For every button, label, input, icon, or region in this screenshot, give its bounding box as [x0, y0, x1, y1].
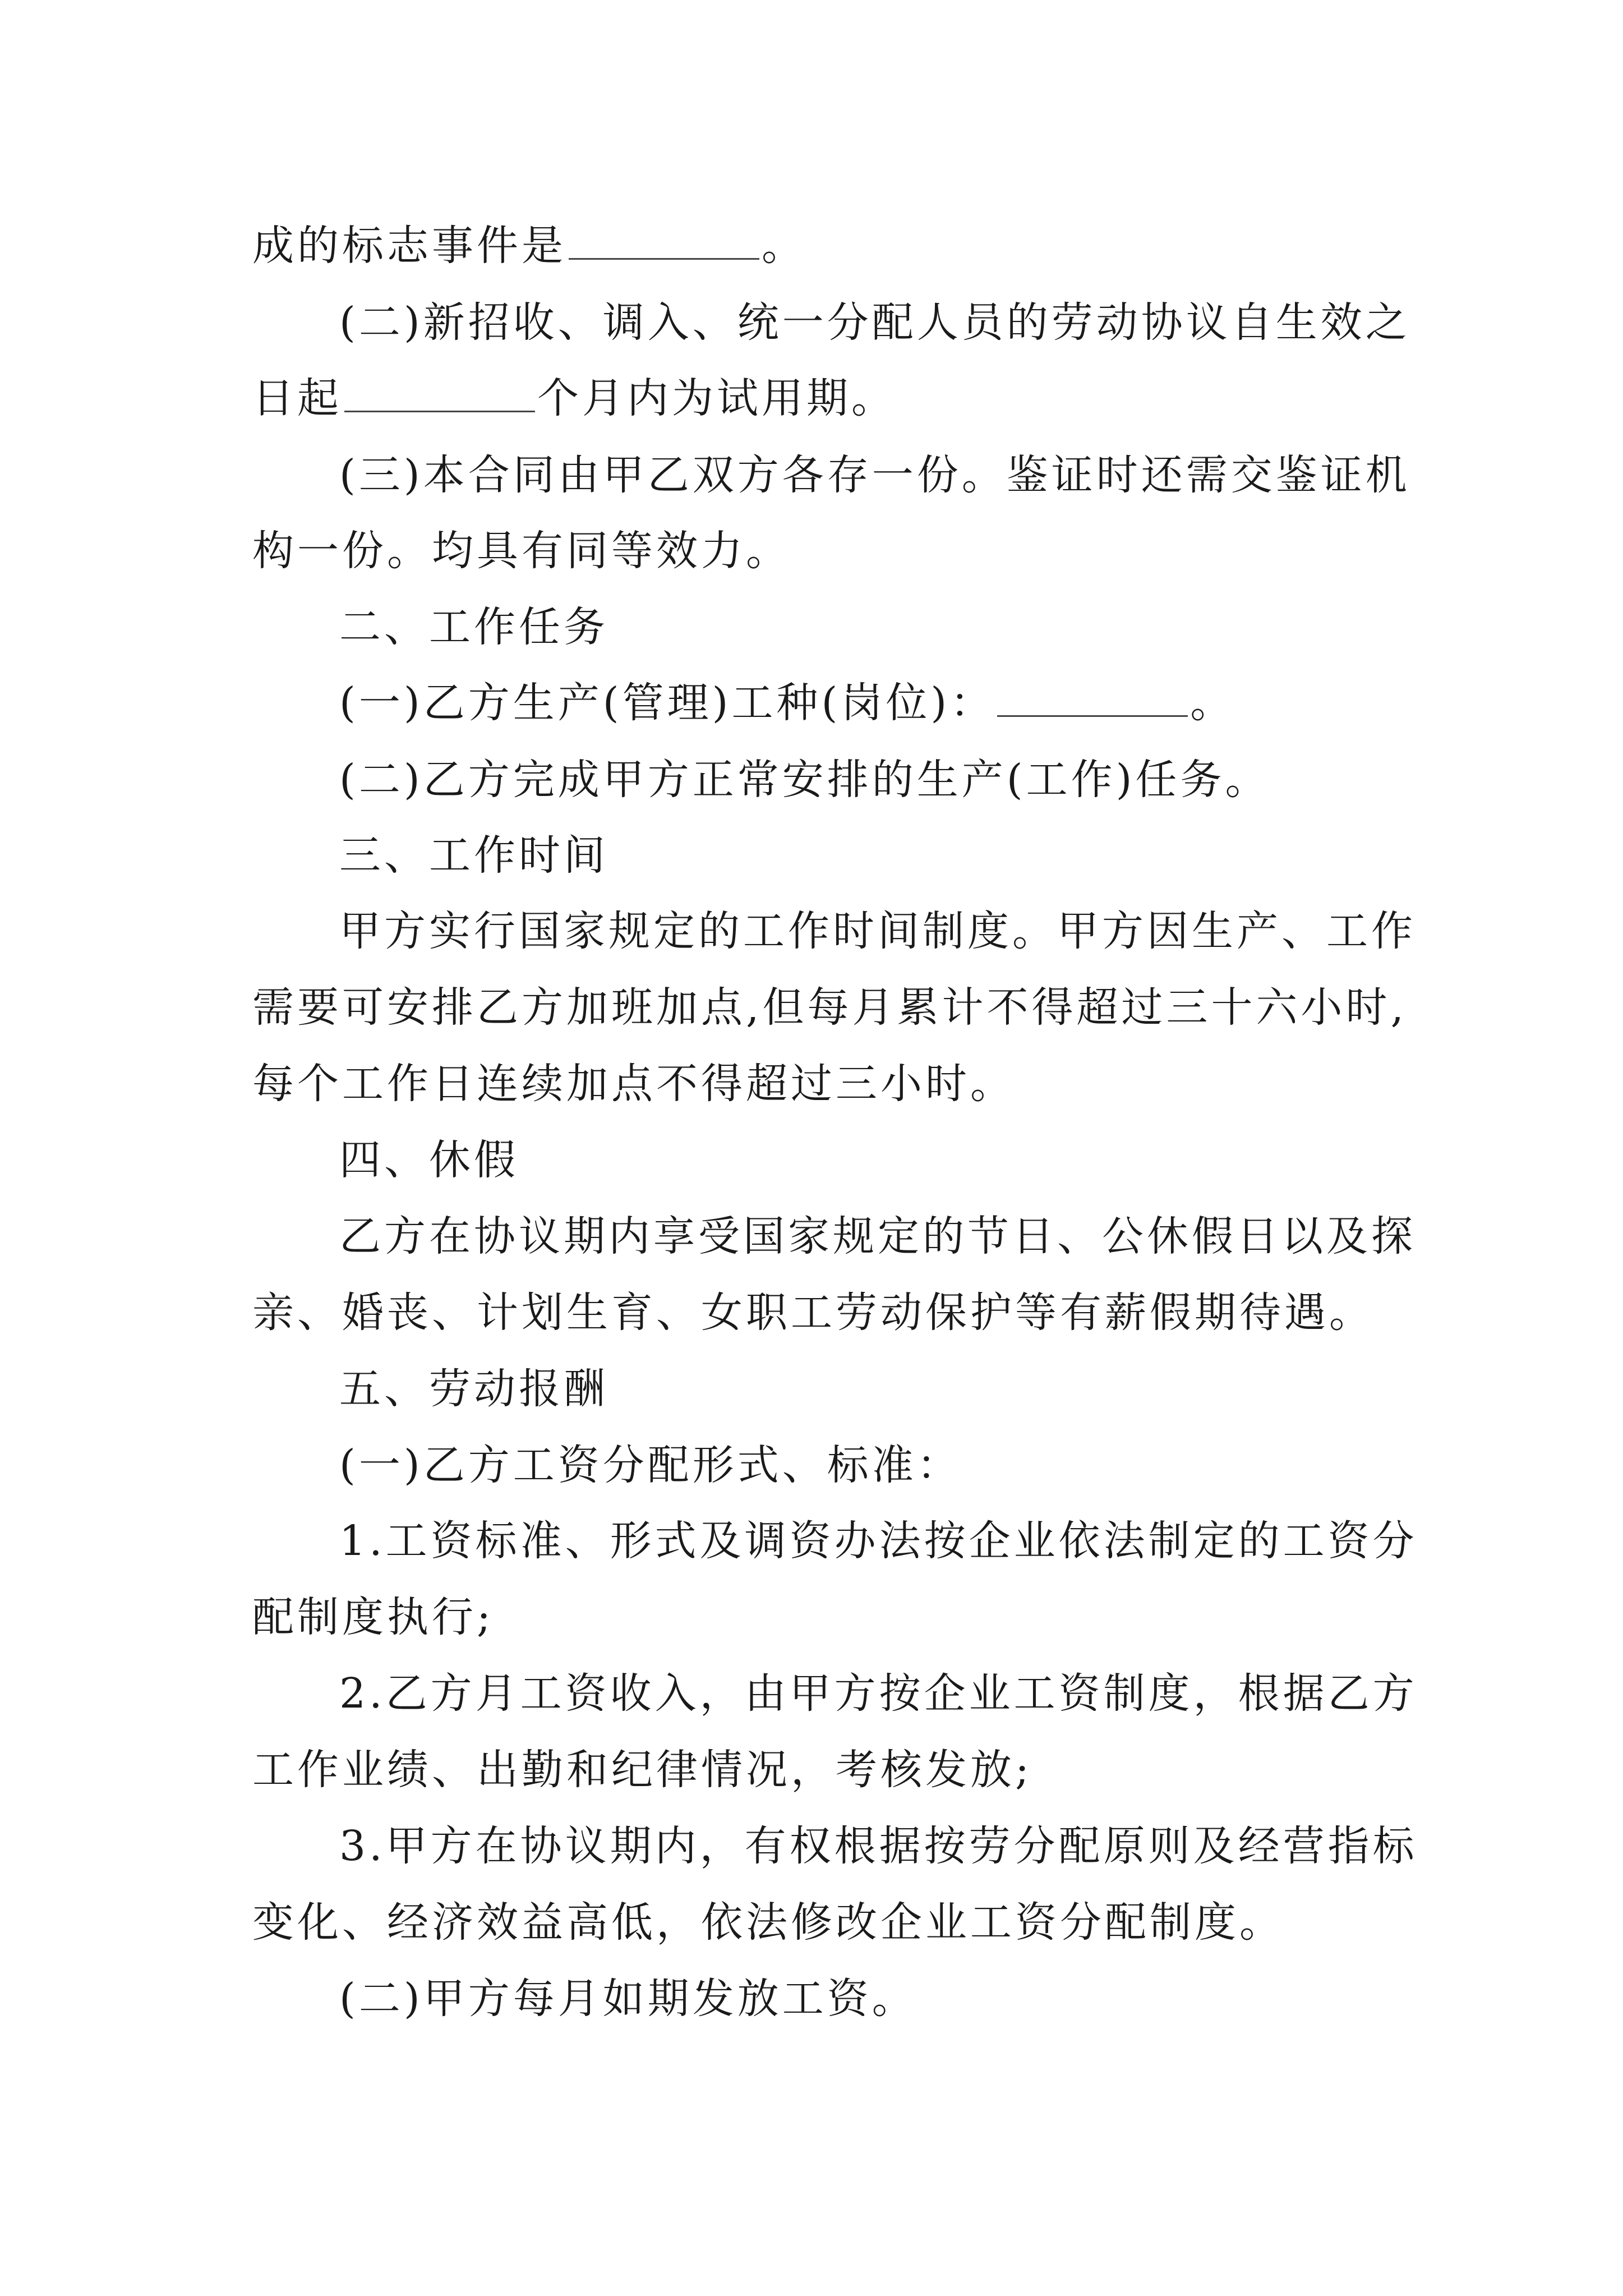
paragraph-line	[339, 903, 1461, 959]
line-text: (二)甲方每月如期发放工资。	[339, 1975, 917, 2023]
paragraph-line	[252, 1056, 1374, 1112]
line-text: 3.甲方在协议期内，有权根据按劳分配原则及经营指标	[339, 1822, 1418, 1870]
paragraph-line	[252, 1894, 1374, 1950]
paragraph-line	[339, 675, 1461, 731]
line-text: 构一份。均具有同等效力。	[252, 527, 791, 575]
line-text: (二)乙方完成甲方正常安排的生产(工作)任务。	[339, 756, 1270, 804]
line-text: 配制度执行;	[252, 1593, 494, 1641]
line-text: 工作业绩、出勤和纪律情况，考核发放;	[252, 1746, 1032, 1794]
line-text: 变化、经济效益高低，依法修改企业工资分配制度。	[252, 1898, 1284, 1947]
line-text: 2.乙方月工资收入，由甲方按企业工资制度，根据乙方	[339, 1669, 1418, 1718]
line-text: 甲方实行国家规定的工作时间制度。甲方因生产、工作	[339, 907, 1416, 955]
paragraph-line	[339, 1208, 1461, 1264]
line-text: 每个工作日连续加点不得超过三小时。	[252, 1060, 1015, 1108]
line-text: 。	[1190, 679, 1235, 727]
paragraph-line	[252, 523, 1374, 579]
line-text: 。	[762, 222, 806, 270]
paragraph-line	[339, 447, 1461, 503]
line-text: 亲、婚丧、计划生育、女职工劳动保护等有薪假期待遇。	[252, 1289, 1374, 1337]
line-text: 日起	[252, 374, 342, 422]
paragraph-line	[252, 370, 1374, 426]
section-heading	[339, 599, 1461, 655]
line-text: (二)新招收、调入、统一分配人员的劳动协议自生效之	[339, 298, 1410, 347]
line-text: 乙方在协议期内享受国家规定的节日、公休假日以及探	[339, 1212, 1416, 1260]
paragraph-line	[252, 1589, 1374, 1645]
line-text: (一)乙方工资分配形式、标准：	[339, 1441, 962, 1489]
list-item	[339, 1818, 1461, 1874]
line-text: (一)乙方生产(管理)工种(岗位)：	[339, 679, 995, 727]
paragraph-line	[252, 218, 1374, 274]
paragraph-line	[252, 979, 1408, 1036]
line-text: (三)本合同由甲乙双方各存一份。鉴证时还需交鉴证机	[339, 451, 1410, 499]
line-text: 需要可安排乙方加班加点,但每月累计不得超过三十六小时,	[252, 983, 1408, 1032]
line-text: 成的标志事件是	[252, 222, 566, 270]
heading-text: 五、劳动报酬	[339, 1365, 608, 1413]
paragraph-line	[252, 1285, 1374, 1341]
heading-text: 三、工作时间	[339, 831, 608, 880]
fill-in-blank	[569, 224, 759, 260]
paragraph-line	[252, 1742, 1374, 1798]
paragraph-line	[339, 1971, 1461, 2027]
line-text: 1.工资标准、形式及调资办法按企业依法制定的工资分	[339, 1517, 1418, 1565]
fill-in-blank	[997, 682, 1188, 717]
section-heading	[339, 1361, 1461, 1417]
list-item	[339, 1665, 1461, 1722]
paragraph-line	[339, 1437, 1461, 1493]
list-item	[339, 1513, 1461, 1569]
heading-text: 四、休假	[339, 1136, 519, 1184]
section-heading	[339, 1132, 1461, 1188]
section-heading	[339, 827, 1461, 884]
line-text: 个月内为试用期。	[537, 374, 896, 422]
heading-text: 二、工作任务	[339, 603, 608, 651]
fill-in-blank	[344, 377, 535, 412]
paragraph-line	[339, 752, 1461, 808]
paragraph-line	[339, 295, 1461, 351]
